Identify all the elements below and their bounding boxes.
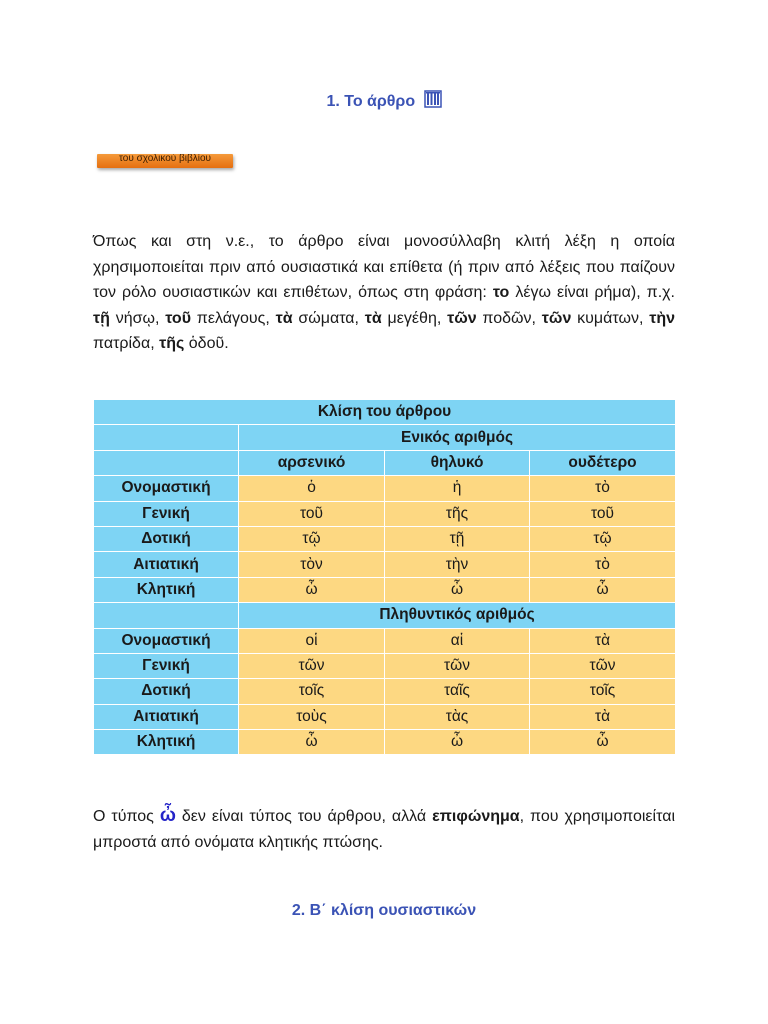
table-row [94, 730, 676, 755]
article-form: τοὺς [239, 704, 385, 729]
table-row [94, 476, 676, 501]
table-row [94, 501, 676, 526]
table-row [94, 526, 676, 551]
article-form: τῆς [385, 501, 530, 526]
case-label: Δοτική [94, 679, 239, 704]
empty-header-cell [94, 450, 239, 475]
article-form: τοῦ [530, 501, 676, 526]
article-form: τῶν [530, 653, 676, 678]
article-form: ὦ [239, 577, 385, 602]
article-form: τῶν [239, 653, 385, 678]
intro-paragraph: Όπως και στη ν.ε., το άρθρο είναι μονοσύλλαβη κλιτή λέξη η οποία χρησιμοποιείται πριν από ουσιαστικά και επίθετα (ή πριν από λέξεις που παίζουν τον ρόλο ουσιαστικών και επιθέτων, όπως στη φράση: το λέγω είναι ρήμα), π.χ. τῇ νήσῳ, τοῦ πελάγους, τὰ σώματα, τὰ μεγέθη, τῶν ποδῶν, τῶν κυμάτων, τὴν πατρίδα, τῆς ὁδοῦ. [93, 233, 675, 352]
article-form: τῷ [530, 526, 676, 551]
article-form: τὸ [530, 552, 676, 577]
case-label: Γενική [94, 501, 239, 526]
table-row [94, 679, 676, 704]
article-form: ὁ [239, 476, 385, 501]
article-form: οἱ [239, 628, 385, 653]
case-label: Δοτική [94, 526, 239, 551]
section-heading-second-declension: 2. Β΄ κλίση ουσιαστικών [291, 902, 477, 919]
gender-header: θηλυκό [385, 450, 530, 475]
article-form: ὦ [385, 730, 530, 755]
article-form: ταῖς [385, 679, 530, 704]
omega-interjection: ὦ [159, 805, 176, 826]
article-form: ὦ [385, 577, 530, 602]
case-label: Ονομαστική [94, 628, 239, 653]
article-form: τὰς [385, 704, 530, 729]
article-form: τοῖς [239, 679, 385, 704]
table-row [94, 577, 676, 602]
article-form: ὦ [530, 730, 676, 755]
article-form: τῶν [385, 653, 530, 678]
article-declension-table [93, 399, 676, 755]
article-form: τῇ [385, 526, 530, 551]
plural-header: Πληθυντικός αριθμός [239, 603, 676, 628]
article-form: τοῖς [530, 679, 676, 704]
book-icon[interactable] [424, 90, 442, 108]
heading-text: 1. Το άρθρο [326, 93, 416, 110]
table-row [94, 653, 676, 678]
article-form: ὦ [530, 577, 676, 602]
case-label: Κλητική [94, 730, 239, 755]
article-form: τὸν [239, 552, 385, 577]
case-label: Αιτιατική [94, 552, 239, 577]
empty-header-cell [94, 425, 239, 450]
article-form: τὰ [530, 628, 676, 653]
singular-header: Ενικός αριθμός [239, 425, 676, 450]
article-form: τὴν [385, 552, 530, 577]
case-label: Ονομαστική [94, 476, 239, 501]
case-label: Κλητική [94, 577, 239, 602]
section-heading-article [0, 90, 768, 111]
table-title: Κλίση του άρθρου [94, 400, 676, 425]
empty-header-cell [94, 603, 239, 628]
article-form: τῷ [239, 526, 385, 551]
table-row [94, 704, 676, 729]
case-label: Γενική [94, 653, 239, 678]
article-form: τὸ [530, 476, 676, 501]
gender-header: αρσενικό [239, 450, 385, 475]
table-row [94, 552, 676, 577]
article-form: ὦ [239, 730, 385, 755]
article-form: τοῦ [239, 501, 385, 526]
case-label: Αιτιατική [94, 704, 239, 729]
article-form: αἱ [385, 628, 530, 653]
article-form: τὰ [530, 704, 676, 729]
table-row [94, 628, 676, 653]
gender-header: ουδέτερο [530, 450, 676, 475]
interjection-note: Ο τύπος ὦ δεν είναι τύπος του άρθρου, αλλά επιφώνημα, που χρησιμοποιείται μπροστά από ονόματα κλητικής πτώσης. [93, 805, 676, 851]
school-book-button[interactable]: του σχολικού βιβλίου [97, 154, 233, 168]
article-form: ἡ [385, 476, 530, 501]
